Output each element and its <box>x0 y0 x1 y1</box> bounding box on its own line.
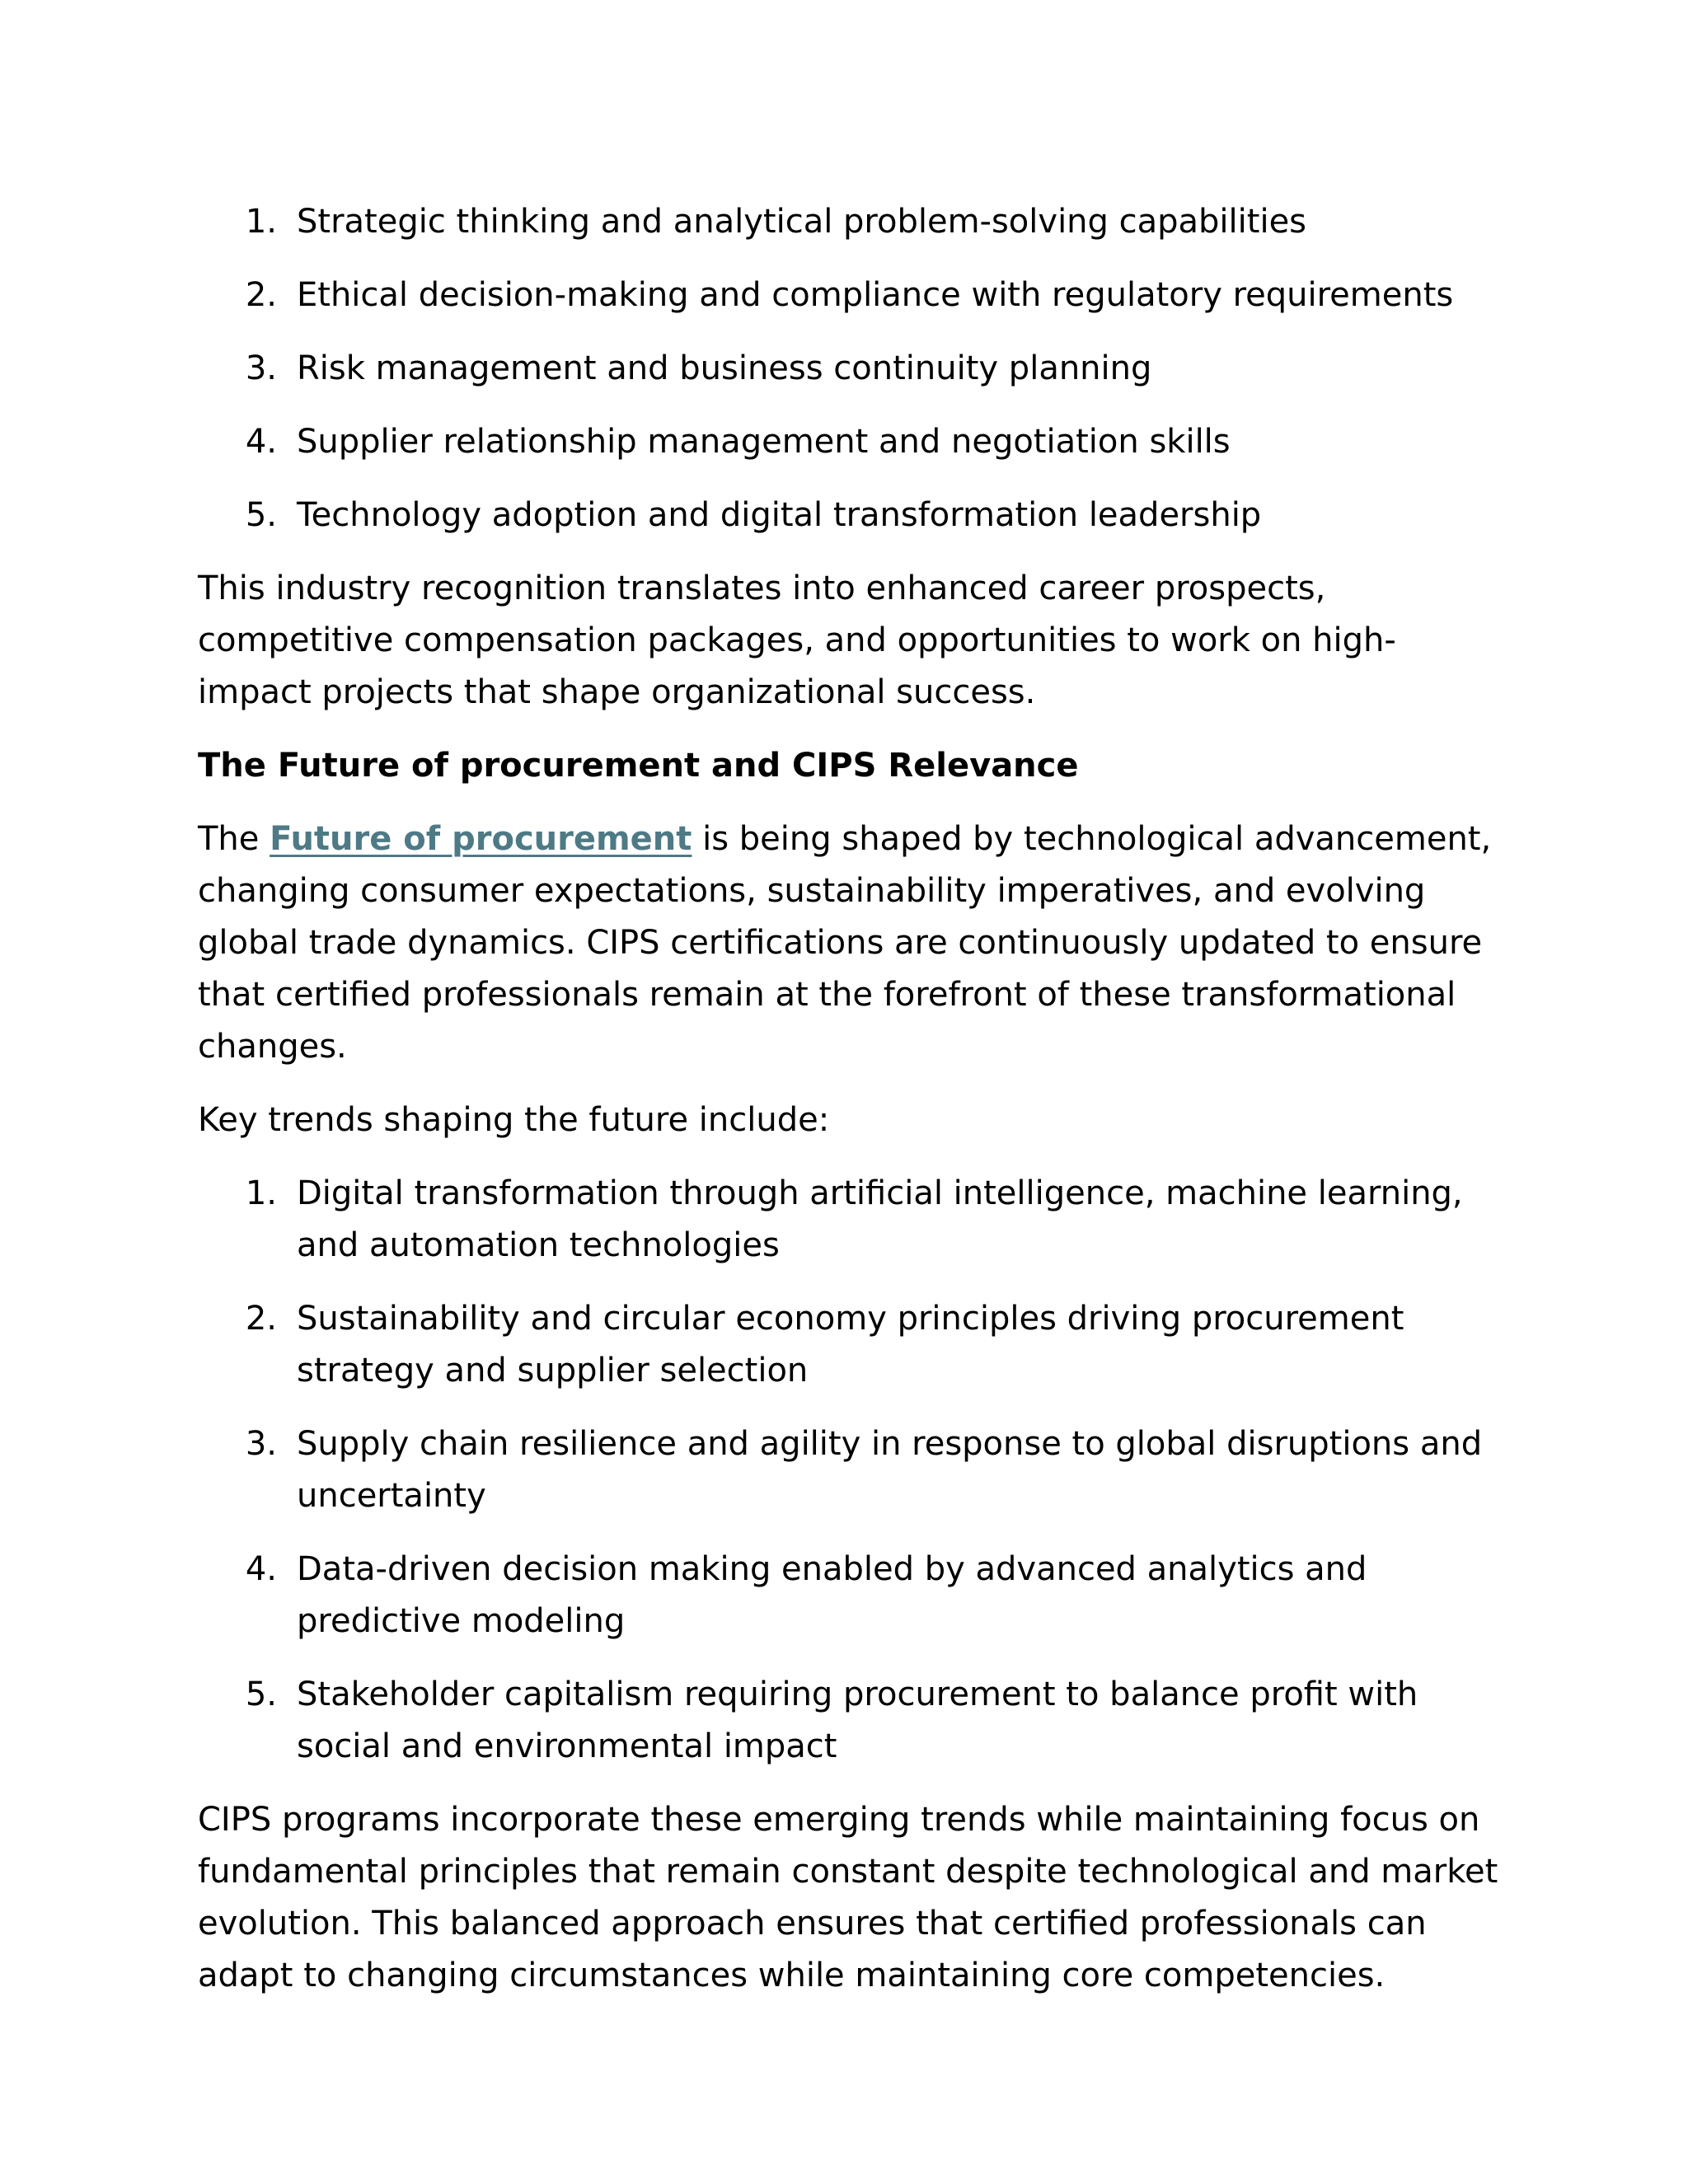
list-item <box>198 1293 1500 1397</box>
list-item-text: Technology adoption and digital transformation leadership <box>297 496 1262 534</box>
recognition-paragraph: This industry recognition translates into enhanced career prospects, competitive compensation packages, and opportunities to work on high-impact projects that shape organizational success. <box>198 569 1396 711</box>
future-of-procurement-link[interactable]: Future of procurement <box>270 820 692 858</box>
list-item <box>198 1418 1500 1522</box>
list-item-number: 3. <box>245 349 277 387</box>
trends-intro: Key trends shaping the future include: <box>198 1101 830 1139</box>
list-item-text: Sustainability and circular economy principles driving procurement strategy and supplier selection <box>297 1300 1404 1390</box>
list-item-number: 3. <box>245 1425 277 1463</box>
section-heading: The Future of procurement and CIPS Relevance <box>198 747 1079 785</box>
list-item-text: Supply chain resilience and agility in response to global disruptions and uncertainty <box>297 1425 1483 1515</box>
list-item <box>198 1669 1500 1773</box>
list-item <box>198 196 1500 248</box>
list-item-number: 5. <box>245 496 277 534</box>
future-paragraph-suffix: is being shaped by technological advancement, changing consumer expectations, sustainability imperatives, and evolving global trade dynamics. CIPS certifications are continuously updated to ensure that certified professionals remain at the forefront of these transformational changes. <box>198 820 1492 1066</box>
list-item-text: Ethical decision-making and compliance with regulatory requirements <box>297 276 1454 314</box>
trends-list <box>198 1168 1500 1773</box>
list-item-text: Strategic thinking and analytical problem-solving capabilities <box>297 203 1307 241</box>
future-paragraph-prefix: The <box>198 820 270 858</box>
list-item-number: 2. <box>245 1300 277 1338</box>
list-item-text: Digital transformation through artificial intelligence, machine learning, and automation technologies <box>297 1174 1463 1264</box>
skills-list <box>198 196 1500 541</box>
list-item <box>198 490 1500 541</box>
future-paragraph <box>198 813 1500 1073</box>
closing-paragraph: CIPS programs incorporate these emerging trends while maintaining focus on fundamental principles that remain constant despite technological and market evolution. This balanced approach ensures that certified professionals can adapt to changing circumstances while maintaining core competencies. <box>198 1801 1498 1994</box>
list-item-text: Stakeholder capitalism requiring procurement to balance profit with social and environmental impact <box>297 1675 1418 1765</box>
list-item <box>198 343 1500 395</box>
list-item <box>198 1168 1500 1272</box>
list-item <box>198 1544 1500 1647</box>
list-item-number: 1. <box>245 1174 277 1212</box>
list-item <box>198 269 1500 321</box>
list-item-text: Supplier relationship management and negotiation skills <box>297 423 1231 461</box>
list-item-number: 4. <box>245 1550 277 1588</box>
list-item-number: 2. <box>245 276 277 314</box>
list-item-text: Risk management and business continuity planning <box>297 349 1152 387</box>
list-item-text: Data-driven decision making enabled by advanced analytics and predictive modeling <box>297 1550 1367 1640</box>
list-item-number: 1. <box>245 203 277 241</box>
list-item-number: 4. <box>245 423 277 461</box>
list-item-number: 5. <box>245 1675 277 1713</box>
document-page <box>198 196 1500 2023</box>
list-item <box>198 416 1500 468</box>
